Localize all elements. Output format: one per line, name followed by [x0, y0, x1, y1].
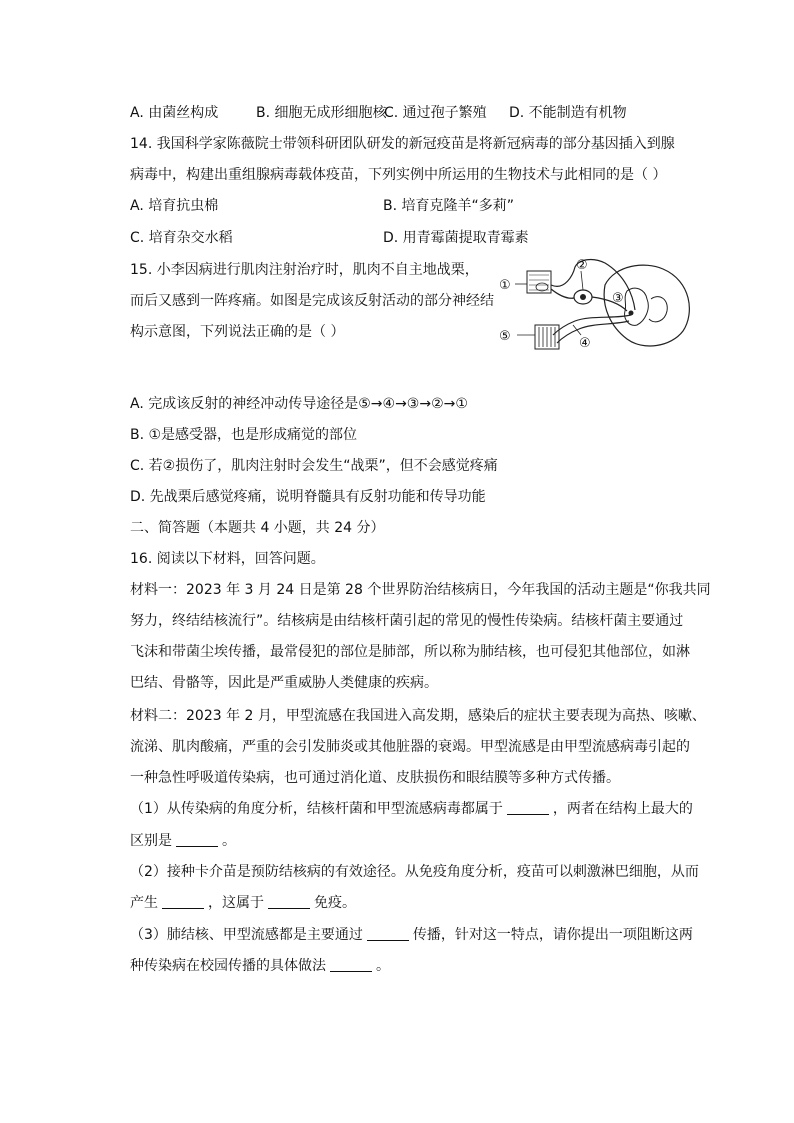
- reflex-arc-diagram: [495, 255, 700, 355]
- answer-blank[interactable]: [162, 894, 204, 909]
- q14-option-a: A. 培育抗虫棉: [130, 198, 219, 214]
- q15-option-c: C. 若②损伤了，肌肉注射时会发生“战栗”，但不会感觉疼痛: [130, 458, 498, 474]
- sub3-line1: [130, 925, 693, 945]
- q13-option-d: D. 不能制造有机物: [509, 105, 627, 121]
- q15-stem-line3: 构示意图，下列说法正确的是（ ）: [130, 324, 345, 340]
- answer-blank[interactable]: [367, 926, 409, 941]
- q14-option-d: D. 用青霉菌提取青霉素: [383, 230, 529, 246]
- figure-label-4: ④: [579, 336, 591, 351]
- figure-label-1: ①: [499, 278, 511, 293]
- sub2-text-a: 产生: [130, 895, 158, 911]
- sub1-line1: [130, 799, 693, 819]
- q14-stem-line1: 14. 我国科学家陈薇院士带领科研团队研发的新冠疫苗是将新冠病毒的部分基因插入到腺: [130, 136, 675, 152]
- q13-option-a: A. 由菌丝构成: [130, 105, 219, 121]
- material2-line: 材料二：2023 年 2 月，甲型流感在我国进入高发期，感染后的症状主要表现为高热、咳嗽、: [130, 708, 706, 724]
- material1-line: 努力，终结结核流行”。结核病是由结核杆菌引起的常见的慢性传染病。结核杆菌主要通过: [130, 613, 684, 629]
- sub1-text-c: 区别是: [130, 833, 172, 849]
- figure-label-5: ⑤: [499, 329, 511, 344]
- q14-option-b: B. 培育克隆羊“多莉”: [383, 198, 515, 214]
- q16-intro: 16. 阅读以下材料，回答问题。: [130, 551, 325, 567]
- q15-option-a: A. 完成该反射的神经冲动传导途径是⑤→④→③→②→①: [130, 396, 468, 412]
- material2-line: 流涕、肌肉酸痛，严重的会引发肺炎或其他脏器的衰竭。甲型流感是由甲型流感病毒引起的: [130, 739, 690, 755]
- q15-option-d: D. 先战栗后感觉疼痛，说明脊髓具有反射功能和传导功能: [130, 489, 486, 505]
- sub1-line2: [130, 831, 236, 851]
- figure-label-2: ②: [576, 258, 588, 273]
- sub2-line1: （2）接种卡介苗是预防结核病的有效途径。从免疫角度分析，疫苗可以刺激淋巴细胞，从而: [130, 864, 699, 880]
- figure-label-3: ③: [612, 291, 624, 306]
- material1-line: 飞沫和带菌尘埃传播，最常侵犯的部位是肺部，所以称为肺结核，也可侵犯其他部位，如淋: [130, 644, 690, 660]
- sub2-line2: [130, 893, 356, 913]
- sub3-text-b: 传播，针对这一特点，请你提出一项阻断这两: [412, 927, 693, 943]
- sub1-text-b: ，两者在结构上最大的: [552, 801, 693, 817]
- answer-blank[interactable]: [268, 894, 310, 909]
- effector-muscle: [535, 325, 559, 349]
- sub1-text-a: （1）从传染病的角度分析，结核杆菌和甲型流感病毒都属于: [130, 801, 503, 817]
- q14-option-c: C. 培育杂交水稻: [130, 230, 233, 246]
- sub3-text-d: 。: [376, 958, 390, 974]
- q13-option-c: C. 通过孢子繁殖: [384, 105, 487, 121]
- material1-line: 材料一：2023 年 3 月 24 日是第 28 个世界防治结核病日，今年我国的活动主题是“你我共同: [130, 582, 711, 598]
- section-heading: 二、简答题（本题共 4 小题，共 24 分）: [130, 520, 385, 536]
- answer-blank[interactable]: [330, 957, 372, 972]
- sub1-text-d: 。: [222, 833, 236, 849]
- material2-line: 一种急性呼吸道传染病，也可通过消化道、皮肤损伤和眼结膜等多种方式传播。: [130, 770, 620, 786]
- sub2-text-b: ，这属于: [208, 895, 264, 911]
- answer-blank[interactable]: [176, 832, 218, 847]
- q14-stem-line2: 病毒中，构建出重组腺病毒载体疫苗，下列实例中所运用的生物技术与此相同的是（ ）: [130, 167, 667, 183]
- q15-stem-line1: 15. 小李因病进行肌肉注射治疗时，肌肉不自主地战栗，: [130, 262, 479, 278]
- sub3-text-c: 种传染病在校园传播的具体做法: [130, 958, 326, 974]
- sub2-text-c: 免疫。: [314, 895, 356, 911]
- q15-stem-line2: 而后又感到一阵疼痛。如图是完成该反射活动的部分神经结: [130, 293, 494, 309]
- material1-line: 巴结、骨骼等，因此是严重威胁人类健康的疾病。: [130, 675, 438, 691]
- answer-blank[interactable]: [507, 800, 549, 815]
- q13-option-b: B. 细胞无成形细胞核: [256, 105, 387, 121]
- sub3-text-a: （3）肺结核、甲型流感都是主要通过: [130, 927, 363, 943]
- sub3-line2: [130, 956, 390, 976]
- receptor-skin: [527, 271, 551, 293]
- q15-option-b: B. ①是感受器，也是形成痛觉的部位: [130, 427, 358, 443]
